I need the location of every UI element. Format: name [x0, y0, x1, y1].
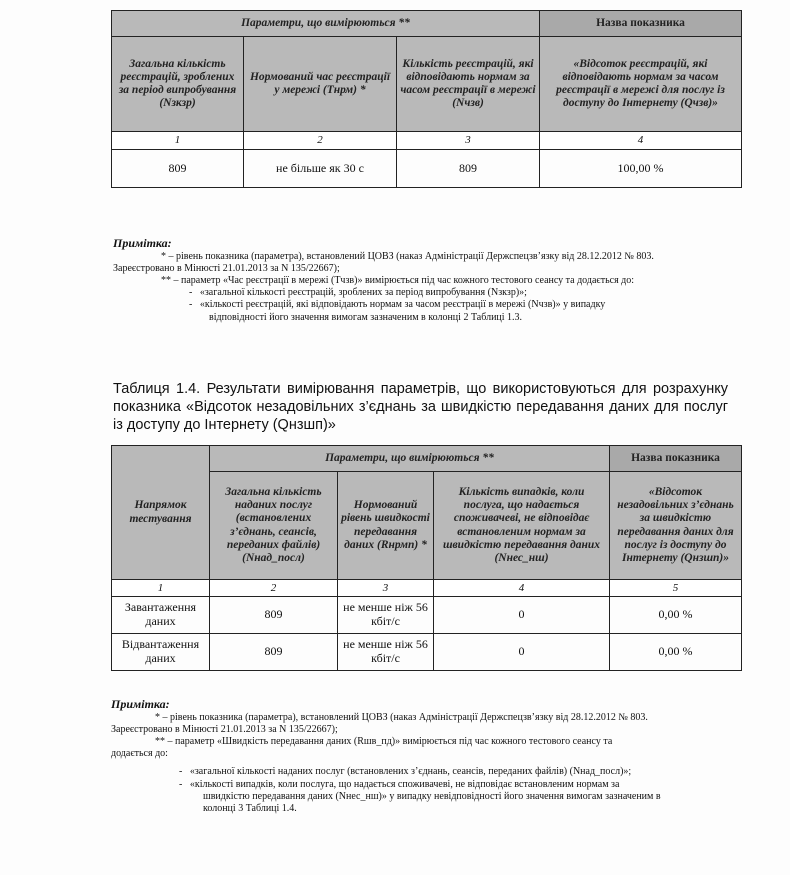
col-number: 2 — [210, 580, 338, 597]
col-number: 3 — [397, 132, 540, 150]
col-header: Кількість реєстрацій, які відповідають нормам за часом реєстрації в мережі (Nчзв) — [397, 37, 540, 132]
table-1-3 — [111, 10, 742, 188]
note-line: Зареєстровано в Мінюсті 21.01.2013 за N 135/22667); — [113, 262, 340, 274]
note-line: * – рівень показника (параметра), встановлений ЦОВЗ (наказ Адміністрації Держспецзв’язку від 28.12.2012 № 803. — [161, 250, 654, 262]
table-cell: не менше ніж 56 кбіт/с — [338, 597, 434, 634]
note-bullet: - «кількості реєстрацій, які відповідають нормам за часом реєстрації в мережі (Nчзв)» у випадку — [189, 299, 606, 311]
col-header: «Відсоток реєстрацій, які відповідають нормам за часом реєстрації в мережі для послуг із доступу до Інтернету (Qчзв)» — [540, 37, 742, 132]
col-number: 2 — [244, 132, 397, 150]
table-cell: 0,00 % — [610, 597, 742, 634]
table-cell: Завантаження даних — [112, 597, 210, 634]
col-header: Кількість випадків, коли послуга, що надається споживачеві, не відповідає встановленим нормам за швидкістю передавання даних (Nнес_нш) — [434, 472, 610, 580]
note-1 — [113, 236, 738, 324]
note-title: Примітка: — [111, 697, 170, 711]
header-params: Параметри, що вимірюються ** — [112, 11, 540, 37]
note-bullet: - «загальної кількості реєстрацій, зроблених за період випробування (Nзкзр)»; — [189, 287, 527, 299]
table-1-4-caption: Таблиця 1.4. Результати вимірювання параметрів, що використовуються для розрахунку показника «Відсоток незадовільних з’єднань за швидкістю передавання даних для послуг із доступу до Інтернету (Qнзшп)» — [113, 381, 728, 434]
col-number: 1 — [112, 580, 210, 597]
table-cell: 100,00 % — [540, 150, 742, 188]
header-params: Параметри, що вимірюються ** — [210, 446, 610, 472]
table-cell: 809 — [112, 150, 244, 188]
note-line: * – рівень показника (параметра), встановлений ЦОВЗ (наказ Адміністрації Держспецзв’язку від 28.12.2012 № 803. — [155, 711, 648, 723]
table-cell: 809 — [210, 597, 338, 634]
note-line: ** – параметр «Час реєстрації в мережі (Tчзв)» вимірюється під час кожного тестового сеансу та додається до: — [161, 275, 635, 286]
note-bullet: - «загальної кількості наданих послуг (встановлених з’єднань, сеансів, переданих файлів) (Nнад_посл)»; — [179, 766, 632, 778]
note-line: Зареєстровано в Мінюсті 21.01.2013 за N 135/22667); — [111, 723, 338, 735]
table-cell: не менше ніж 56 кбіт/с — [338, 634, 434, 671]
note-bullet-cont: колонці 3 Таблиці 1.4. — [203, 802, 297, 814]
col-number: 4 — [540, 132, 742, 150]
table-cell: 0 — [434, 597, 610, 634]
table-1-4 — [111, 445, 742, 671]
header-indicator-name: Назва показника — [540, 11, 742, 37]
note-2 — [111, 697, 739, 815]
note-title: Примітка: — [113, 236, 172, 250]
col-number: 5 — [610, 580, 742, 597]
table-cell: Відвантаження даних — [112, 634, 210, 671]
col-header: «Відсоток незадовільних з’єднань за швидкістю передавання даних для послуг із доступу до Інтернету (Qнзшп)» — [610, 472, 742, 580]
note-line: ** – параметр «Швидкість передавання даних (Rшв_пд)» вимірюється під час кожного тестового сеансу та — [155, 736, 613, 747]
col-number: 3 — [338, 580, 434, 597]
note-bullet-cont: швидкістю передавання даних (Nнес_нш)» у випадку невідповідності його значення вимогам зазначеним в — [203, 790, 661, 802]
table-cell: 0,00 % — [610, 634, 742, 671]
header-indicator-name: Назва показника — [610, 446, 742, 472]
table-cell: не більше як 30 с — [244, 150, 397, 188]
col-number: 1 — [112, 132, 244, 150]
col-header: Загальна кількість реєстрацій, зроблених за період випробування (Nзкзр) — [112, 37, 244, 132]
table-cell: 809 — [397, 150, 540, 188]
note-line: додається до: — [111, 748, 168, 760]
col-header: Нормований рівень швидкості передавання даних (Rнрмп) * — [338, 472, 434, 580]
table-cell: 0 — [434, 634, 610, 671]
header-direction: Напрямок тестування — [112, 446, 210, 580]
note-bullet-cont: відповідності його значення вимогам зазначеним в колонці 2 Таблиці 1.3. — [209, 311, 523, 323]
table-cell: 809 — [210, 634, 338, 671]
col-header: Загальна кількість наданих послуг (встановлених з’єднань, сеансів, переданих файлів) (Nнад_посл) — [210, 472, 338, 580]
col-number: 4 — [434, 580, 610, 597]
col-header: Нормований час реєстрації у мережі (Tнрм) * — [244, 37, 397, 132]
note-bullet: - «кількості випадків, коли послуга, що надається споживачеві, не відповідає встановленим нормам за — [179, 778, 620, 790]
